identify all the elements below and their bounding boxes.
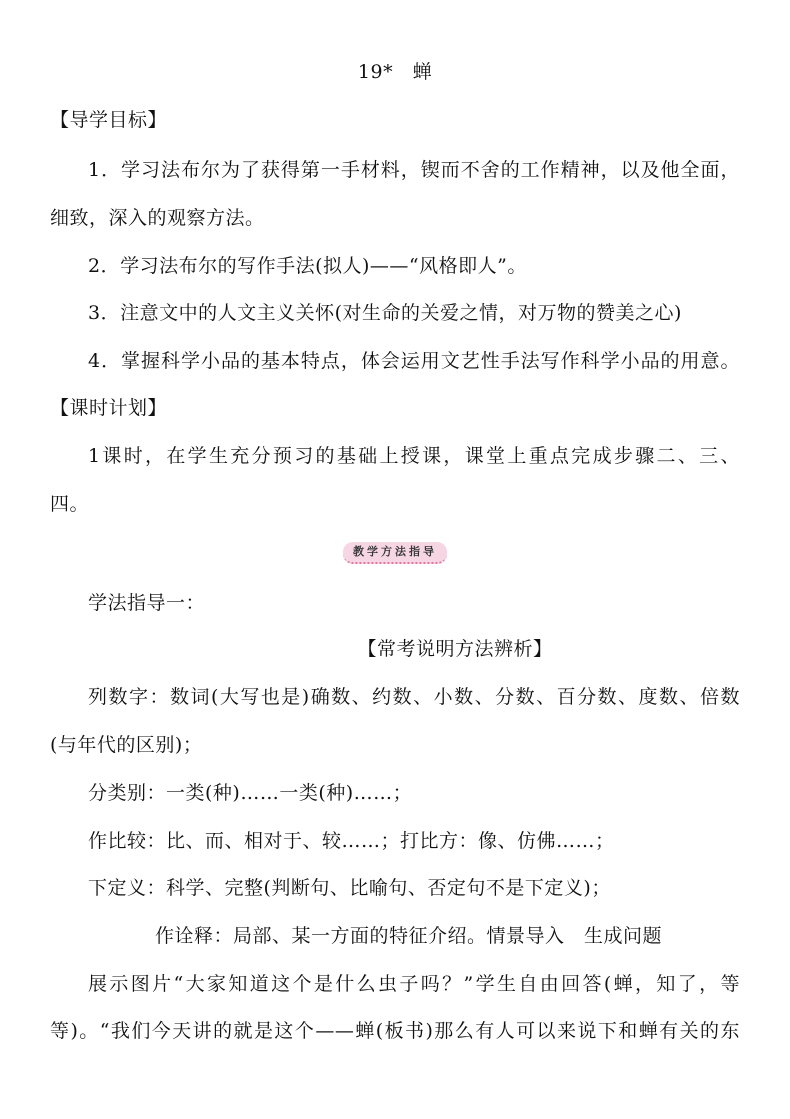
intro-line-1: 展示图片“大家知道这个是什么虫子吗？”学生自由回答(蝉，知了，等 [88, 973, 740, 995]
goal-4: 4．掌握科学小品的基本特点，体会运用文艺性手法写作科学小品的用意。 [88, 350, 740, 372]
guide-heading: 学法指导一： [88, 592, 206, 614]
goal-1-line-1: 1．学习法布尔为了获得第一手材料，锲而不舍的工作精神，以及他全面， [88, 159, 740, 181]
teaching-method-badge-wrap [0, 540, 790, 564]
classify-line: 分类别：一类(种)……一类(种)……； [88, 782, 413, 804]
define-line: 下定义：科学、完整(判断句、比喻句、否定句不是下定义)； [88, 877, 611, 899]
numbers-line-2: (与年代的区别)； [50, 734, 203, 756]
plan-heading: 【课时计划】 [50, 397, 168, 419]
teaching-method-badge: 教学方法指导 [343, 542, 447, 564]
intro-line-2: 等)。“我们今天讲的就是这个——蝉(板书)那么有人可以来说下和蝉有关的东 [50, 1020, 740, 1042]
plan-line-1: 1课时，在学生充分预习的基础上授课，课堂上重点完成步骤二、三、 [88, 445, 740, 467]
guide-subheading: 【常考说明方法辨析】 [357, 638, 553, 660]
page-title: 19* 蝉 [357, 61, 433, 83]
numbers-line-1: 列数字：数词(大写也是)确数、约数、小数、分数、百分数、度数、倍数 [88, 686, 740, 708]
compare-line: 作比较：比、而、相对于、较……；打比方：像、仿佛……； [88, 830, 615, 852]
goal-3: 3．注意文中的人文主义关怀(对生命的关爱之情，对万物的赞美之心) [88, 302, 682, 324]
goals-heading: 【导学目标】 [50, 109, 168, 131]
explain-line: 作诠释：局部、某一方面的特征介绍。情景导入 生成问题 [155, 925, 663, 947]
plan-line-2: 四。 [50, 493, 90, 515]
goal-2: 2．学习法布尔的写作手法(拟人)——“风格即人”。 [88, 255, 527, 277]
goal-1-line-2: 细致，深入的观察方法。 [50, 207, 265, 229]
